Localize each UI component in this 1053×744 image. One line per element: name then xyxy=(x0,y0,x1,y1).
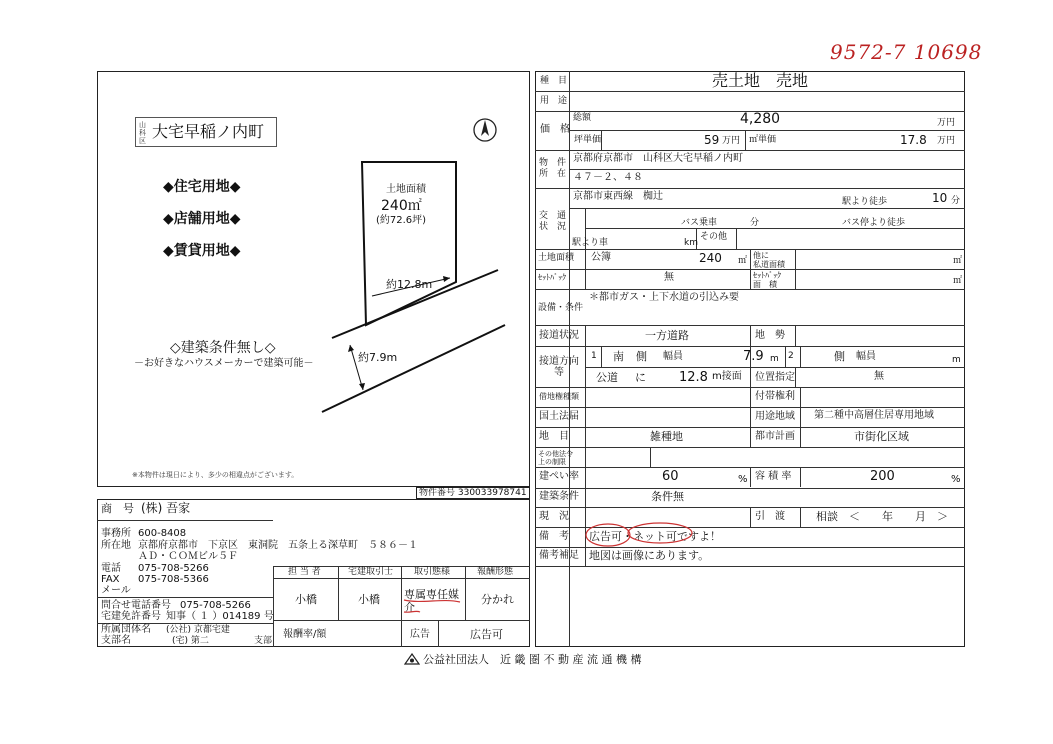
position-label: 位置指定 xyxy=(755,372,795,383)
office-label: 事務所 xyxy=(101,528,131,539)
total-value: 4,280 xyxy=(740,111,781,127)
staff-person: 小橋 xyxy=(295,593,317,606)
road1-dir: 南 xyxy=(613,350,624,363)
land-cat-label: 地 目 xyxy=(539,431,569,442)
terrain-label: 地 勢 xyxy=(755,330,785,341)
staff-header-mode: 取引態様 xyxy=(414,567,451,577)
coverage-label: 建ぺい率 xyxy=(539,471,579,482)
use-label: 用 途 xyxy=(540,96,568,106)
no-conditions-label: ◇建築条件無し◇ xyxy=(170,340,276,356)
lease-type-label: 借地権種類 xyxy=(539,392,579,401)
coverage-value: 60 xyxy=(662,469,679,484)
facilities-value: ＊都市ガス・上下水道の引込み要 xyxy=(589,292,739,303)
price-label: 価 格 xyxy=(540,124,570,135)
traffic-label: 交 通 状 況 xyxy=(539,211,567,232)
m2-price: 17.8 xyxy=(900,133,927,147)
area-label: 大宅早稲ノ内町 xyxy=(152,122,265,141)
mode-underline-mark xyxy=(402,598,462,614)
handover-value: 相談 ＜ 年 月 ＞ xyxy=(816,510,948,523)
m2-price-label: ㎡単価 xyxy=(749,135,777,145)
location-label: 物 件 所 在 xyxy=(539,158,567,179)
frontage-unit: m接面 xyxy=(712,371,742,382)
station-walk-label: 駅より徒歩 xyxy=(842,197,888,207)
build-cond-label: 建築条件 xyxy=(539,491,579,502)
frontage-prefix: に xyxy=(635,371,646,384)
use-item-store: ◆店舗用地◆ xyxy=(163,211,241,227)
address2: ＡＤ・ＣＯＭビル５Ｆ xyxy=(138,551,238,562)
license-label: 宅建免許番号 xyxy=(101,611,161,622)
other-traffic-label: その他 xyxy=(700,232,728,242)
staff-fee-type: 分かれ xyxy=(481,593,514,606)
use-zone-label: 用途地域 xyxy=(755,411,795,422)
contact: 075-708-5266 xyxy=(180,600,251,611)
location1: 京都府京都市 山科区大宅早稲ノ内町 xyxy=(573,153,743,164)
public-road: 公道 xyxy=(596,371,618,384)
road1-width: 7.9 xyxy=(743,349,764,364)
license: 知事（ １ ）014189 号 xyxy=(166,611,274,622)
supplement-value: 地図は画像にあります。 xyxy=(589,549,710,562)
total-label: 総額 xyxy=(573,113,592,123)
branch: (宅) 第二 xyxy=(172,636,209,646)
association-logo-icon xyxy=(404,653,420,665)
m2-unit: 万円 xyxy=(937,136,956,146)
land-cat-value: 雑種地 xyxy=(650,430,683,443)
tel: 075-708-5266 xyxy=(138,563,209,574)
fee-label: 報酬率/額 xyxy=(283,629,327,640)
setback-area-unit: ㎡ xyxy=(953,276,963,286)
listing-no: 物件番号 330033978741 xyxy=(419,488,527,498)
other-limits-label: その他法令 上の制限 xyxy=(538,450,573,466)
road-access-value: 一方道路 xyxy=(645,329,689,342)
tel-label: 電話 xyxy=(101,563,121,574)
road2-width-unit: m xyxy=(952,355,961,365)
build-cond-value: 条件無 xyxy=(651,490,684,503)
use-item-rental: ◆賃貸用地◆ xyxy=(163,243,241,259)
lot-width-label: 約12.8m xyxy=(386,278,433,291)
line-station: 京都市東西線 椥辻 xyxy=(573,191,663,202)
land-area-label: 土地面積 xyxy=(538,253,575,263)
bus-walk-label: バス停より徒歩 xyxy=(842,218,906,228)
maker-note: －お好きなハウスメーカーで建築可能－ xyxy=(134,358,314,369)
road1-side: 側 xyxy=(636,350,647,363)
branch-label: 支部名 xyxy=(101,635,131,646)
footer-org: 公益社団法人 近 畿 圏 不 動 産 流 通 機 構 xyxy=(423,653,642,666)
type-label: 種 目 xyxy=(540,76,568,86)
setback-area-label: ｾｯﾄﾊﾞｯｸ 面 積 xyxy=(753,271,781,289)
road2-no: 2 xyxy=(788,351,794,361)
station-walk-value: 10 xyxy=(932,191,948,205)
coverage-unit: % xyxy=(738,474,748,485)
fax: 075-708-5366 xyxy=(138,574,209,585)
land-area-unit: ㎡ xyxy=(738,256,748,266)
far-label: 容 積 率 xyxy=(755,471,792,482)
facilities-label: 設備・条件 xyxy=(538,303,584,313)
use-item-residential: ◆住宅用地◆ xyxy=(163,179,241,195)
land-area-value: 240 xyxy=(699,251,722,265)
position-value: 無 xyxy=(874,371,884,382)
staff-header-broker: 宅建取引士 xyxy=(348,567,394,577)
mail-label: メール xyxy=(101,585,131,596)
remarks-label: 備 考 xyxy=(539,531,569,542)
setback-value: 無 xyxy=(664,272,674,283)
private-road-unit: ㎡ xyxy=(953,256,963,266)
from-station-label: 駅より車 xyxy=(572,238,609,248)
lot-area-tsubo: (約72.6坪) xyxy=(376,215,427,226)
tsubo-unit: 万円 xyxy=(722,136,741,146)
far-unit: % xyxy=(951,474,961,485)
registration-label: 付帯権利 xyxy=(755,391,795,402)
contact-label: 問合せ電話番号 xyxy=(101,600,171,611)
national-law-label: 国土法届 xyxy=(539,411,579,422)
staff-header-person: 担 当 者 xyxy=(288,567,321,577)
fax-label: FAX xyxy=(101,574,120,585)
frontage-value: 12.8 xyxy=(679,370,708,385)
road2-width-label: 幅員 xyxy=(856,351,876,362)
disclaimer: ※本物件は現日により、多少の相違点がございます。 xyxy=(132,471,299,479)
city-plan-label: 都市計画 xyxy=(755,431,795,442)
city-plan-value: 市街化区域 xyxy=(854,430,909,443)
road1-width-unit: m xyxy=(770,354,779,364)
address1: 京都府京都市 下京区 東洞院 五条上る深草町 ５８６－１ xyxy=(138,540,418,551)
handover-label: 引 渡 xyxy=(755,511,785,522)
branch-suffix: 支部 xyxy=(254,636,273,646)
road-width-label: 約7.9m xyxy=(358,351,398,364)
road1-width-label: 幅員 xyxy=(663,351,683,362)
handwritten-code: 9572-7 10698 xyxy=(830,40,983,64)
remarks-circle-mark xyxy=(584,520,704,550)
road-access-label: 接道状況 xyxy=(539,330,579,341)
far-value: 200 xyxy=(870,469,895,484)
postal: 600-8408 xyxy=(138,528,187,539)
location2: ４７－２、４８ xyxy=(573,172,643,183)
station-walk-unit: 分 xyxy=(951,196,961,206)
staff-broker: 小橋 xyxy=(358,593,380,606)
assoc: (公社) 京都宅建 xyxy=(166,625,230,635)
staff-header-fee-type: 報酬形態 xyxy=(477,567,514,577)
land-area-type: 公簿 xyxy=(591,252,611,263)
tsubo-price-label: 坪単価 xyxy=(574,135,602,145)
private-road-label: 他に 私道面積 xyxy=(753,251,785,269)
ad-label: 広告 xyxy=(410,629,430,640)
staff-mode: 専属専任媒介 xyxy=(404,588,459,614)
use-zone-value: 第二種中高層住居専用地域 xyxy=(814,410,934,421)
remarks-value: 広告可・ネット可ですよ！ xyxy=(589,530,721,543)
setback-label: ｾｯﾄﾊﾞｯｸ xyxy=(538,273,566,282)
km-unit: km xyxy=(684,238,698,248)
bus-ride-unit: 分 xyxy=(750,218,760,228)
status-label: 現 況 xyxy=(539,511,569,522)
north-arrow-icon xyxy=(472,117,498,143)
road-dir-label: 接道方向 等 xyxy=(539,356,579,378)
trade-name-label: 商 号 xyxy=(101,502,134,515)
tsubo-price: 59 xyxy=(704,133,720,147)
type-value: 売土地 売地 xyxy=(712,71,809,90)
road1-no: 1 xyxy=(591,351,597,361)
ad-value: 広告可 xyxy=(470,628,503,641)
lot-area-m2: 240㎡ xyxy=(381,198,422,214)
lot-area-title: 土地面積 xyxy=(386,184,426,195)
area-prefix: 山科区 xyxy=(139,121,146,145)
trade-name: (株) 吾家 xyxy=(141,501,191,515)
total-unit: 万円 xyxy=(937,118,956,128)
bus-ride-label: バス乗車 xyxy=(681,218,718,228)
road2-side: 側 xyxy=(834,350,845,363)
supplement-label: 備考補足 xyxy=(539,550,579,561)
address-label: 所在地 xyxy=(101,540,131,551)
assoc-label: 所属団体名 xyxy=(101,624,151,635)
